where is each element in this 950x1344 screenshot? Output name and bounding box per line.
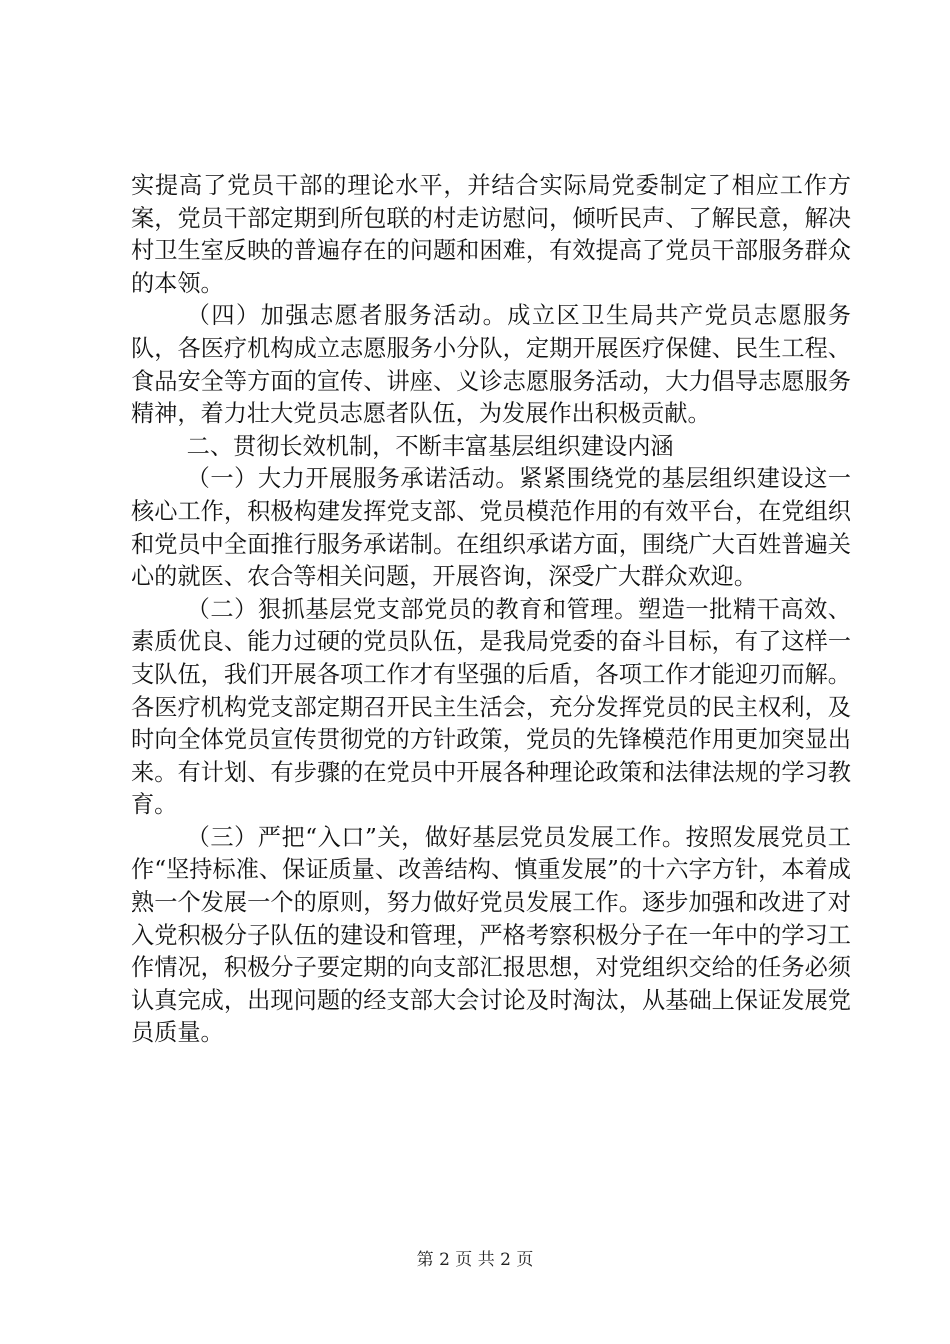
- paragraph-sub-2: （二）狠抓基层党支部党员的教育和管理。塑造一批精干高效、素质优良、能力过硬的党员队伍，是我局党委的奋斗目标，有了这样一支队伍，我们开展各项工作才有坚强的后盾，各项工作才能迎刃而解。各医疗机构党支部定期召开民主生活会，充分发挥党员的民主权利，及时向全体党员宣传贯彻党的方针政策，党员的先锋模范作用更加突显出来。有计划、有步骤的在党员中开展各种理论政策和法律法规的学习教育。: [131, 595, 851, 819]
- page-footer: 第 2 页 共 2 页: [416, 1250, 534, 1270]
- paragraph-sub-1: （一）大力开展服务承诺活动。紧紧围绕党的基层组织建设这一核心工作，积极构建发挥党支部、党员模范作用的有效平台，在党组织和党员中全面推行服务承诺制。在组织承诺方面，围绕广大百姓普遍关心的就医、农合等相关问题，开展咨询，深受广大群众欢迎。: [131, 465, 851, 591]
- section-heading: 二、贯彻长效机制，不断丰富基层组织建设内涵: [186, 432, 674, 460]
- paragraph-sub-3: （三）严把“入口”关，做好基层党员发展工作。按照发展党员工作“坚持标准、保证质量、改善结构、慎重发展”的十六字方针，本着成熟一个发展一个的原则，努力做好党员发展工作。逐步加强和改进了对入党积极分子队伍的建设和管理，严格考察积极分子在一年中的学习工作情况，积极分子要定期的向支部汇报思想，对党组织交给的任务必须认真完成，出现问题的经支部大会讨论及时淘汰，从基础上保证发展党员质量。: [131, 823, 851, 1047]
- paragraph-section-4: （四）加强志愿者服务活动。成立区卫生局共产党员志愿服务队，各医疗机构成立志愿服务小分队，定期开展医疗保健、民生工程、食品安全等方面的宣传、讲座、义诊志愿服务活动，大力倡导志愿服务精神，着力壮大党员志愿者队伍，为发展作出积极贡献。: [131, 302, 851, 428]
- document-body: [131, 170, 851, 1050]
- paragraph-continuation: 实提高了党员干部的理论水平，并结合实际局党委制定了相应工作方案，党员干部定期到所包联的村走访慰问，倾听民声、了解民意，解决村卫生室反映的普遍存在的问题和困难，有效提高了党员干部服务群众的本领。: [131, 172, 851, 297]
